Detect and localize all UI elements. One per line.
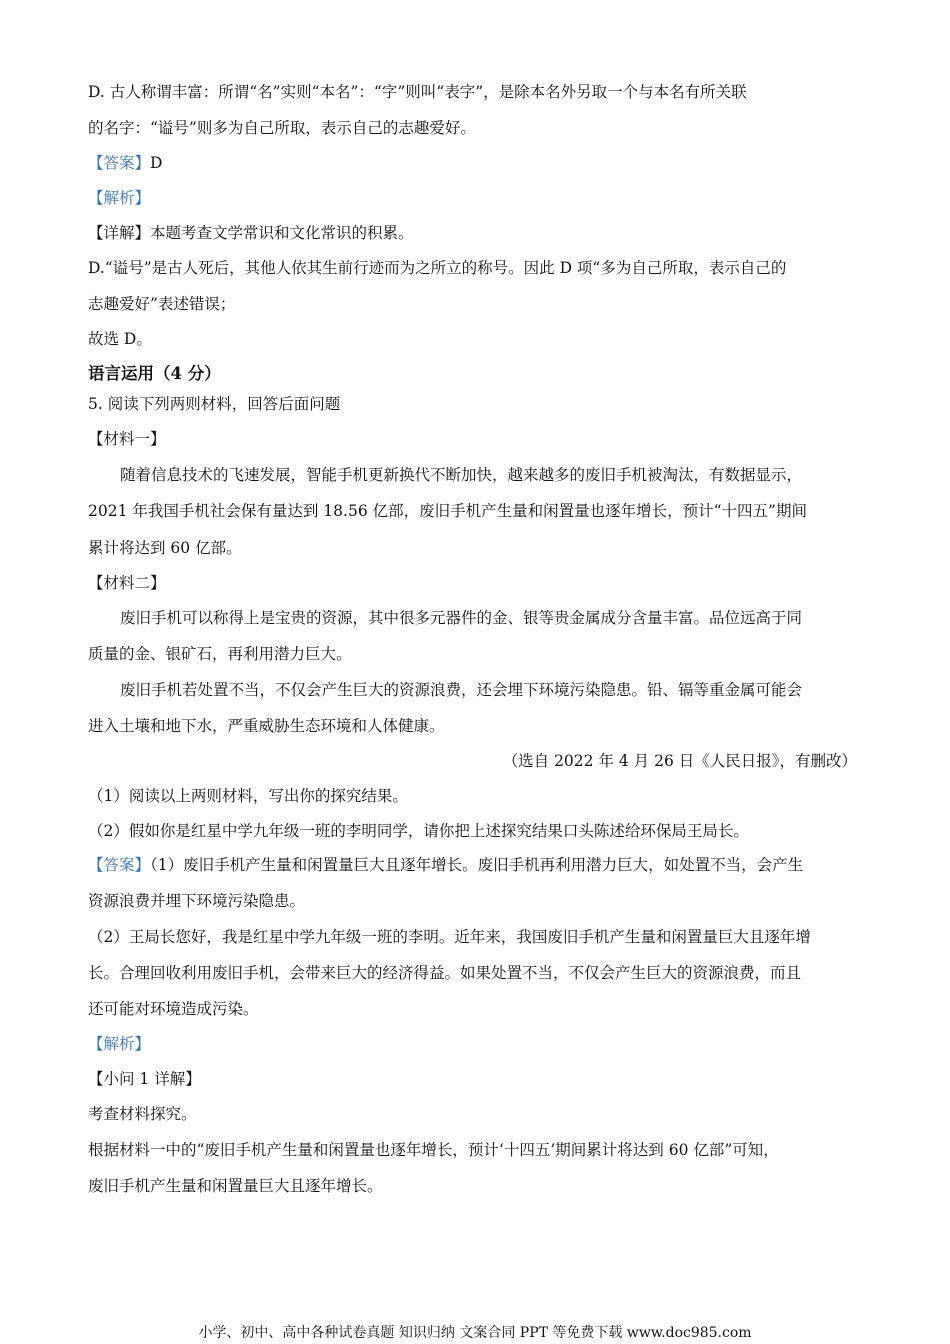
answer-2-line-1: （2）王局长您好，我是红星中学九年级一班的李明。近年来，我国废旧手机产生量和闲置量巨大且逐年增 bbox=[88, 928, 811, 946]
answer-1-line-2: 资源浪费并埋下环境污染隐患。 bbox=[88, 892, 306, 910]
answer-tag: 【答案】 bbox=[88, 154, 151, 172]
detail-row bbox=[88, 222, 862, 244]
question-5: 5. 阅读下列两则材料，回答后面问题 bbox=[88, 395, 341, 413]
answer-1-line-1: （1）废旧手机产生量和闲置量巨大且逐年增长。废旧手机再利用潜力巨大，如处置不当，会产生 bbox=[150, 856, 804, 874]
exam-point: 考查材料探究。 bbox=[88, 1105, 197, 1123]
material-1-line-2: 2021 年我国手机社会保有量达到 18.56 亿部，废旧手机产生量和闲置量也逐年增长，预计“十四五”期间 bbox=[88, 502, 807, 520]
material-2-line-2: 质量的金、银矿石，再利用潜力巨大。 bbox=[88, 645, 352, 663]
material-1-line-1: 随着信息技术的飞速发展，智能手机更新换代不断加快，越来越多的废旧手机被淘汰，有数据显示， bbox=[120, 466, 803, 484]
option-d-line-1: D. 古人称谓丰富：所谓“名”实则“本名”：“字”则叫“表字”，是除本名外另取一个与本名有所关联 bbox=[88, 83, 747, 101]
answer-row-1 bbox=[88, 152, 862, 174]
answer-value: D bbox=[150, 154, 163, 172]
explanation-line-2: 废旧手机产生量和闲置量巨大且逐年增长。 bbox=[88, 1177, 383, 1195]
sub-question-2: （2）假如你是红星中学九年级一班的李明同学，请你把上述探究结果口头陈述给环保局王局长。 bbox=[88, 822, 749, 840]
answer-tag-2: 【答案】 bbox=[88, 856, 151, 874]
material-2-line-4: 进入土壤和地下水，严重威胁生态环境和人体健康。 bbox=[88, 717, 445, 735]
detail-text: 本题考查文学常识和文化常识的积累。 bbox=[150, 224, 414, 242]
material-1-label: 【材料一】 bbox=[88, 430, 166, 448]
page-footer: 小学、初中、高中各种试卷真题 知识归纳 文案合同 PPT 等免费下载 www.doc985.com bbox=[198, 1325, 752, 1341]
material-2-line-3: 废旧手机若处置不当，不仅会产生巨大的资源浪费，还会埋下环境污染隐患。铅、镉等重金属可能会 bbox=[120, 681, 803, 699]
section-heading: 语言运用（4 分） bbox=[88, 364, 221, 383]
answer-2-line-3: 还可能对环境造成污染。 bbox=[88, 1000, 259, 1018]
detail-line-2: 志趣爱好”表述错误； bbox=[88, 295, 236, 313]
source-citation: （选自 2022 年 4 月 26 日《人民日报》，有删改） bbox=[502, 752, 857, 770]
option-d-line-2: 的名字：“谥号”则多为自己所取，表示自己的志趣爱好。 bbox=[88, 119, 476, 137]
small-question-1-label: 【小问 1 详解】 bbox=[88, 1070, 201, 1088]
material-2-line-1: 废旧手机可以称得上是宝贵的资源，其中很多元器件的金、银等贵金属成分含量丰富。品位远高于同 bbox=[120, 609, 803, 627]
material-2-label: 【材料二】 bbox=[88, 574, 166, 592]
analysis-tag-2: 【解析】 bbox=[88, 1035, 151, 1053]
sub-question-1: （1）阅读以上两则材料，写出你的探究结果。 bbox=[88, 787, 408, 805]
analysis-tag: 【解析】 bbox=[88, 189, 151, 207]
detail-label: 【详解】 bbox=[88, 224, 151, 242]
conclusion-line: 故选 D。 bbox=[88, 330, 152, 348]
material-1-line-3: 累计将达到 60 亿部。 bbox=[88, 539, 242, 557]
answer-row-2 bbox=[88, 854, 862, 876]
answer-2-line-2: 长。合理回收利用废旧手机，会带来巨大的经济得益。如果处置不当，不仅会产生巨大的资源浪费，而且 bbox=[88, 964, 802, 982]
explanation-line-1: 根据材料一中的“废旧手机产生量和闲置量也逐年增长，预计‘十四五’期间累计将达到 60 亿部”可知， bbox=[88, 1141, 779, 1159]
detail-line-1: D.“谥号”是古人死后，其他人依其生前行迹而为之所立的称号。因此 D 项“多为自己所取，表示自己的 bbox=[88, 259, 787, 277]
